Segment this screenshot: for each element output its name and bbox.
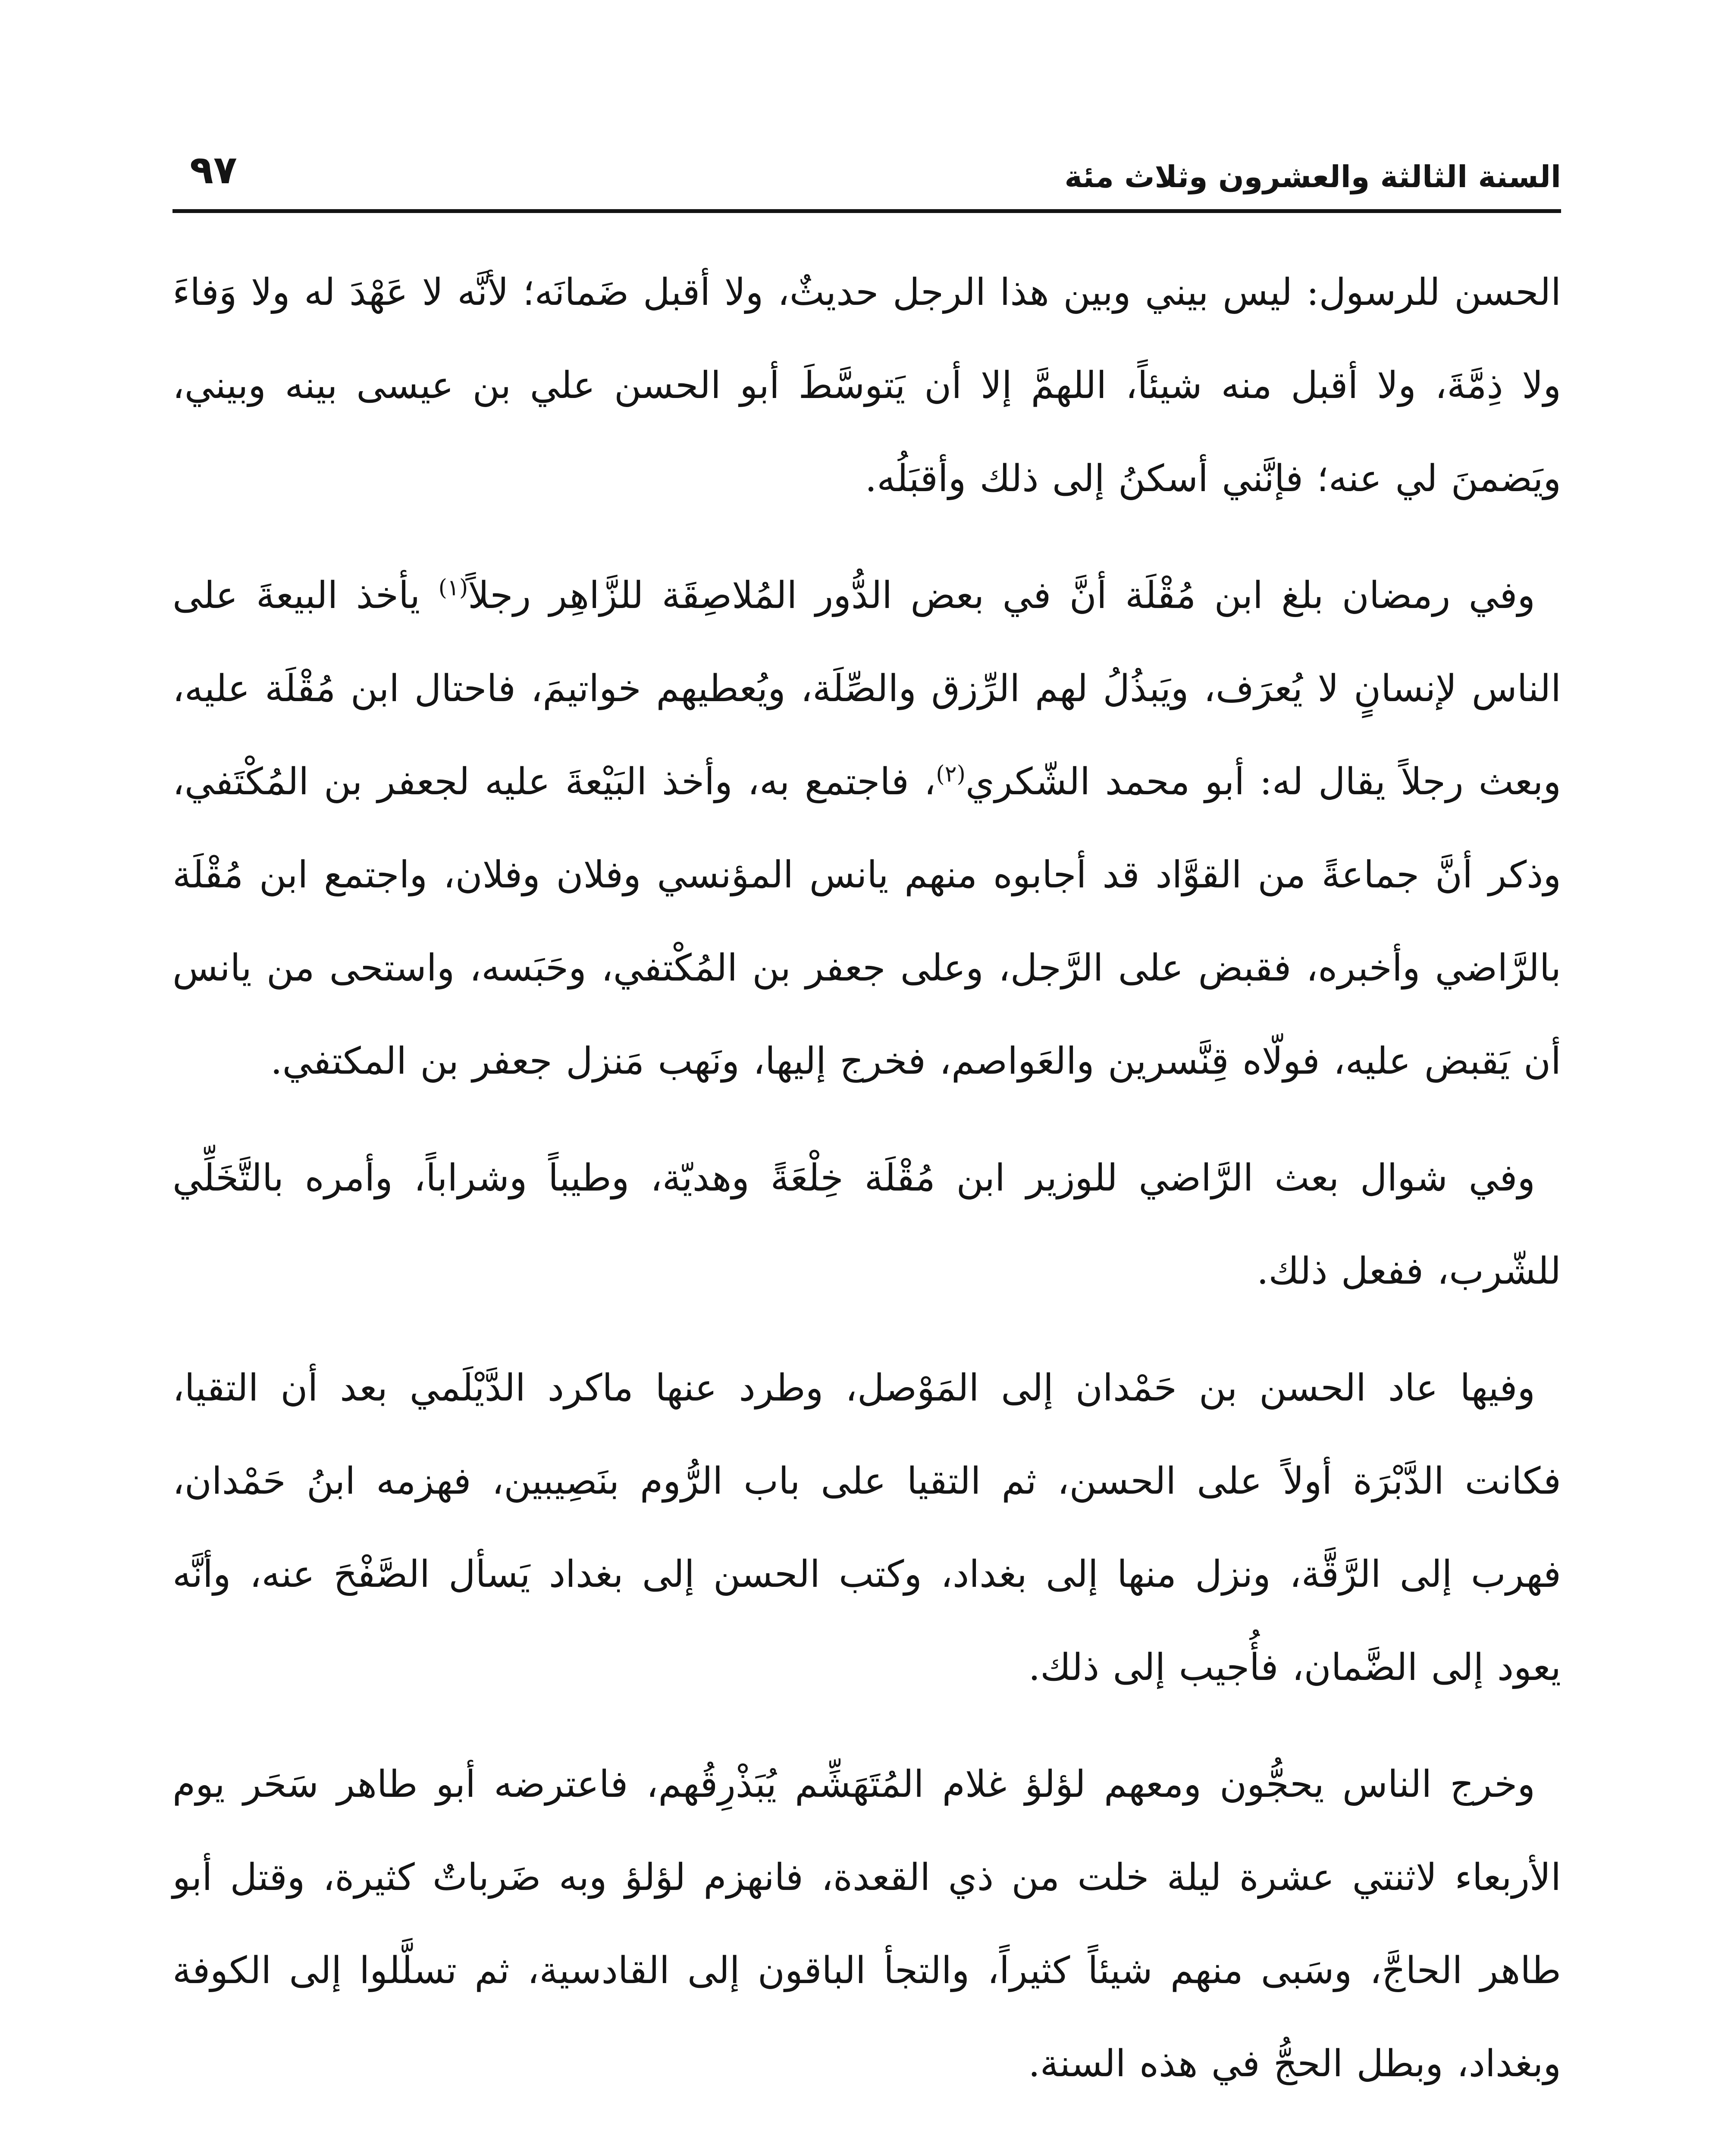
paragraph-4: وفيها عاد الحسن بن حَمْدان إلى المَوْصل، وطرد عنها ماكرد الدَّيْلَمي بعد أن التقيا، فكانت الدَّبْرَة أولاً على الحسن، ثم التقيا على باب الرُّوم بنَصِيبين، فهزمه ابنُ حَمْدان، فهرب إلى الرَّقَّة، ونزل منها إلى بغداد، وكتب الحسن إلى بغداد يَسأل الصَّفْحَ عنه، وأنَّه يعود إلى الضَّمان، فأُجيب إلى ذلك. [172, 1366, 1561, 1689]
paragraph-2-part-3: ، فاجتمع به، وأخذ البَيْعةَ عليه لجعفر بن المُكْتَفي، وذكر أنَّ جماعةً من القوَّاد قد أجابوه منهم يانس المؤنسي وفلان وفلان، واجتمع ابن مُقْلَة بالرَّاضي وأخبره، فقبض على الرَّجل، وعلى جعفر بن المُكْتفي، وحَبَسه، واستحى من يانس أن يَقبض عليه، فولّاه قِنَّسرين والعَواصم، فخرج إليها، ونَهب مَنزل جعفر بن المكتفي. [172, 760, 1561, 1083]
paragraph-2-part-1: وفي رمضان بلغ ابن مُقْلَة أنَّ في بعض الدُّور المُلاصِقَة للزَّاهِر رجلاً [468, 574, 1536, 617]
page-number: ٩٧ [190, 147, 237, 193]
running-head [172, 142, 1561, 216]
header-rule [172, 209, 1561, 213]
footnote-ref-2[interactable]: (٢) [936, 761, 966, 787]
running-title: السنة الثالثة والعشرون وثلاث مئة [1064, 159, 1561, 194]
paragraph-3: وفي شوال بعث الرَّاضي للوزير ابن مُقْلَة خِلْعَةً وهديّة، وطيباً وشراباً، وأمره بالتَّخَلِّي للشّرب، ففعل ذلك. [172, 1156, 1561, 1293]
footnote-ref-1[interactable]: (١) [438, 575, 468, 601]
paragraph-2-part-2: يأخذ البيعةَ على الناس لإنسانٍ لا يُعرَف، ويَبذُلُ لهم الرِّزق والصِّلَة، ويُعطيهم خواتيمَ، فاحتال ابن مُقْلَة عليه، وبعث رجلاً يقال له: أبو محمد الشّكري [172, 574, 1561, 803]
paragraph-5: وخرج الناس يحجُّون ومعهم لؤلؤ غلام المُتَهَشِّم يُبَذْرِقُهم، فاعترضه أبو طاهر سَحَر يوم الأربعاء لاثنتي عشرة ليلة خلت من ذي القعدة، فانهزم لؤلؤ وبه ضَرباتٌ كثيرة، وقتل أبو طاهر الحاجَّ، وسَبى منهم شيئاً كثيراً، والتجأ الباقون إلى القادسية، ثم تسلَّلوا إلى الكوفة وبغداد، وبطل الحجُّ في هذه السنة. [172, 1763, 1561, 2085]
body-text [172, 246, 1561, 2134]
paragraph-2 [172, 549, 1561, 1108]
paragraph-1: الحسن للرسول: ليس بيني وبين هذا الرجل حديثٌ، ولا أقبل ضَمانَه؛ لأنَّه لا عَهْدَ له ولا وَفاءَ ولا ذِمَّةَ، ولا أقبل منه شيئاً، اللهمَّ إلا أن يَتوسَّطَ أبو الحسن علي بن عيسى بينه وبيني، ويَضمنَ لي عنه؛ فإنَّني أسكنُ إلى ذلك وأقبَلُه. [172, 271, 1561, 500]
book-page [172, 142, 1561, 2156]
